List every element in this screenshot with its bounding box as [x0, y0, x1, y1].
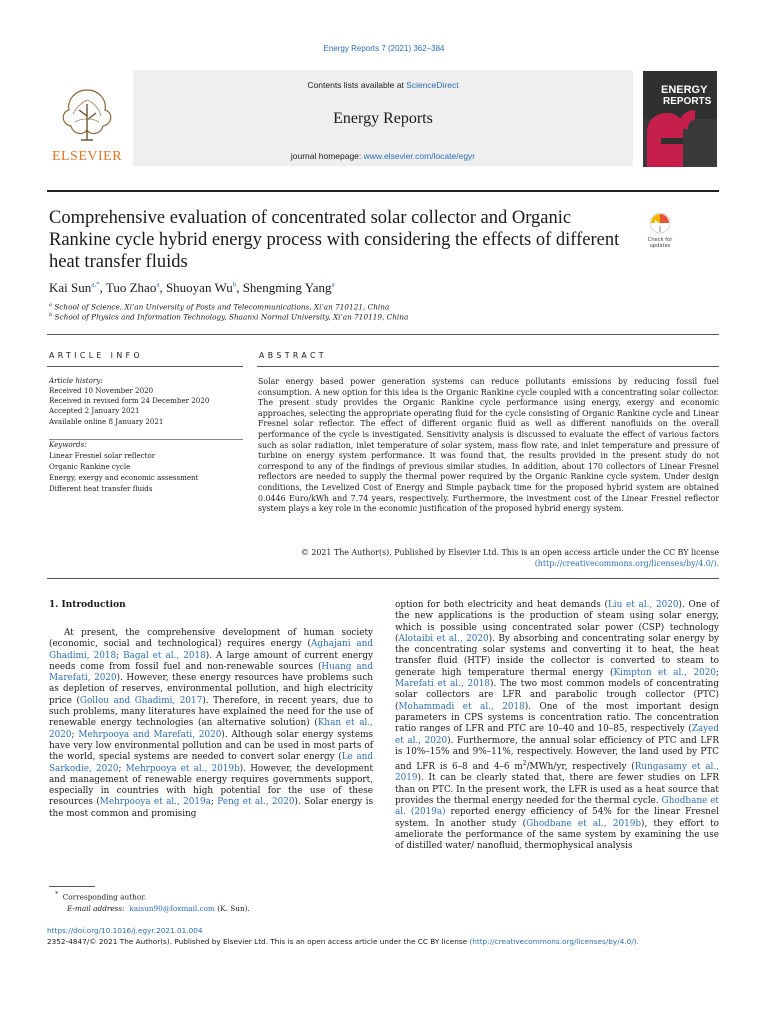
citation-link[interactable]: Alotaibi et al., 2020 [398, 633, 489, 644]
history-item: Received in revised form 24 December 2020 [49, 396, 210, 405]
citation-link[interactable]: Bagal et al., 2018 [123, 650, 206, 661]
abstract-text: Solar energy based power generation systems can reduce pollutants emissions by reducing fossil fuel consumption. A new option for this idea is the Organic Rankine cycle coupled with a concentrating solar collector. The present study provides the Organic Rankine cycle performance using energy, exergy and economic approaches, selecting the appropriate operating fluid for the cycle consisting of Organic Rankine cycle and Linear Fresnel solar reflector. The effect of different organic fluid as well as different nanofluids on the overall performance of the cycle is investigated. Sensitivity analysis is discussed to evaluate the effect of various factors such as solar radiation, inlet temperature of solar system, mass flow rate, and inlet temperature and pressure of turbine on energy system performance. It was found that, the results provided in the present study do not correspond to any of the findings of previous similar studies. In addition, about 170 collectors of Linear Fresnel reflectors are needed to supply the thermal power required by the Organic Rankine cycle system. Under design conditions, the Levelized Cost of Energy and Simple payback time for the proposed hybrid system are obtained 0.0446 Euro/kWh and 7.74 years, respectively. Furthermore, the investment cost of the Linear Fresnel reflector system plays a key role in the economic justification of the proposed hybrid energy system. [258, 377, 719, 514]
section-heading-introduction: 1. Introduction [49, 600, 126, 610]
article-info-rule [47, 366, 243, 367]
affiliation-text: School of Science, Xi’an University of Posts and Telecommunications, Xi’an 710121, China [54, 302, 390, 312]
affiliation-text: School of Physics and Information Technology, Shaanxi Normal University, Xi’an 710119, China [54, 312, 409, 322]
footnote-email [67, 904, 250, 913]
article-history-label: Article history: [49, 376, 103, 385]
citation-link[interactable]: Kimpton et al., 2020 [613, 667, 717, 678]
journal-name: Energy Reports [333, 110, 433, 127]
citation-link[interactable]: Mohammadi et al., 2018 [398, 701, 525, 712]
citation-link[interactable]: Ghodbane et al., 2019b [526, 818, 642, 829]
footer-license-link[interactable]: (http://creativecommons.org/licenses/by/4.0/). [469, 937, 639, 946]
author-sup: b [232, 280, 237, 289]
citation-link[interactable]: Ghodbane et al. (2019a) [395, 795, 719, 818]
citation-link[interactable]: Marefati et al., 2018 [395, 679, 491, 690]
citation-link[interactable]: Zayed et al., 2020 [395, 724, 719, 746]
keywords-label: Keywords: [49, 440, 87, 449]
check-for-updates-badge[interactable] [642, 210, 678, 250]
journal-reference-link[interactable]: Energy Reports 7 (2021) 362–384 [323, 44, 445, 53]
body-column-left: At present, the comprehensive development of human society (economic, social and technological) requires energy (Aghajani and Ghadimi, 2018; Bagal et al., 2018). A large amount of current energy needs come from fossil fuel and non-renewable sources (Huang and Marefati, 2020). However, these energy resources have problems such as depletion of reserves, environmental pollution, and high electricity price (Gollou and Ghadimi, 2017). Therefore, in recent years, due to such problems, many literatures have explained the need for the use of renewable energy technologies (an alternative solution) (Khan et al., 2020; Mehrpooya and Marefati, 2020). Although solar energy systems have very low environmental pollution and can be used in most parts of the world, special systems are needed to convert solar energy (Le and Sarkodie, 2020; Mehrpooya et al., 2019b). However, the development and management of renewable energy requires governments support, especially in countries with high potential for the use of these resources (Mehrpooya et al., 2019a; Peng et al., 2020). Solar energy is the most common and promising [49, 628, 374, 819]
check-updates-text-1: Check for [647, 237, 673, 243]
author-name[interactable]: Tuo Zhao [105, 280, 157, 295]
keyword-item: Energy, exergy and economic assessment [49, 473, 199, 482]
email-label: E-mail address: [67, 904, 125, 913]
author-sup: a [156, 280, 160, 289]
article-info-heading: ARTICLE INFO [49, 351, 143, 360]
homepage-line [133, 151, 633, 161]
citation-link[interactable]: Aghajani and Ghadimi, 2018 [49, 639, 374, 661]
citation-link[interactable]: Khan et al., 2020 [49, 718, 373, 740]
history-item: Available online 8 January 2021 [49, 417, 164, 426]
citation-link[interactable]: Mehrpooya et al., 2019a [99, 797, 211, 808]
author-sup: a,* [91, 280, 100, 289]
author-name[interactable]: Shengming Yang [242, 280, 332, 295]
contents-line [133, 80, 633, 90]
issn-text: 2352-4847/© 2021 The Author(s). Published by Elsevier Ltd. This is an open access article under the CC BY license [47, 937, 470, 946]
license-link[interactable]: (http://creativecommons.org/licenses/by/4.0/). [534, 559, 719, 568]
citation-link[interactable]: Liu et al., 2020 [607, 600, 679, 610]
citation-link[interactable]: Rungasamy et al., 2019 [395, 762, 719, 784]
contents-prefix: Contents lists available at [307, 80, 407, 90]
email-suffix: (K. Sun). [214, 904, 250, 913]
footnote-marker: * [55, 891, 59, 898]
footnote-corresponding [55, 891, 146, 901]
affiliation-sup: b [49, 312, 53, 318]
author-name[interactable]: Kai Sun [49, 280, 92, 295]
article-title: Comprehensive evaluation of concentrated solar collector and Organic Rankine cycle hybrid energy process with considering the effects of different heat transfer fluids [49, 208, 620, 272]
keyword-item: Different heat transfer fluids [49, 484, 153, 493]
journal-homepage-link[interactable]: www.elsevier.com/locate/egyr [363, 151, 476, 161]
elsevier-wordmark: ELSEVIER [51, 149, 123, 164]
elsevier-logo [47, 70, 127, 165]
email-link[interactable]: kaisun90@foxmail.com [129, 904, 215, 913]
journal-cover-thumbnail[interactable] [643, 71, 717, 167]
citation-link[interactable]: Mehrpooya and Marefati, 2020 [78, 729, 222, 740]
citation-link[interactable]: Mehrpooya et al., 2019b [125, 763, 240, 774]
author-name[interactable]: Shuoyan Wu [165, 280, 233, 295]
history-item: Accepted 2 January 2021 [49, 406, 140, 415]
affiliation-a [49, 302, 389, 311]
author-sup: a [331, 280, 335, 289]
citation-link[interactable]: Gollou and Ghadimi, 2017 [79, 695, 203, 706]
cover-title-reports: REPORTS [663, 96, 712, 107]
body-column-right: option for both electricity and heat demands (Liu et al., 2020). One of the new applications is the production of steam using solar energy, which is possible using concentrated solar power (CSP) technology (Alotaibi et al., 2020). By absorbing and concentrating solar energy by the concentrating solar systems and converting it to heat, the heat transfer fluid (HTF) inside the collector is converted to steam to generate high temperature thermal energy (Kimpton et al., 2020; Marefati et al., 2018). The two most common models of concentrating solar collectors are LFR and parabolic trough collector (PTC) (Mohammadi et al., 2018). One of the most important design parameters in CPS systems is concentration ratio. The concentration ratio ranges of LFR and PTC are 10–40 and 10–85, respectively (Zayed et al., 2020). Furthermore, the annual solar efficiency of PTC and LFR is 10%–15% and 9%–11%, respectively. However, the land used by PTC and LFR is 6–8 and 4–6 $m^2/MWh/yr$, respectively (Rungasamy et al., 2019). It can be clearly stated that, there are fewer studies on LFR than on PTC. In the present work, the LFR is used as a heat source that provides the thermal energy needed for the thermal cycle. Ghodbane et al. (2019a) reported energy efficiency of 54% for the linear Fresnel system. In another study (Ghodbane et al., 2019b), they effort to ameliorate the performance of the same system by examining the use of distilled water/ nanofluid, thermophysical analysis [395, 600, 720, 852]
history-item: Received 10 November 2020 [49, 386, 154, 395]
affiliation-sup: a [49, 302, 52, 308]
affiliation-b [49, 312, 408, 321]
keyword-item: Organic Rankine cycle [49, 462, 131, 471]
citation-link[interactable]: Huang and Marefati, 2020 [49, 661, 374, 684]
cover-title-energy: ENERGY [661, 84, 708, 96]
affiliation-rule [47, 334, 719, 335]
author-list: Kai Sun$^{a,*}$, Tuo Zhao$^a$, Shuoyan Wu$^b$, Shengming Yang$^a$ [49, 280, 335, 295]
abstract-rule [257, 366, 719, 367]
header-rule [47, 190, 719, 192]
corresponding-author-label: Corresponding author. [62, 892, 147, 902]
check-updates-icon [660, 214, 669, 223]
copyright-line: © 2021 The Author(s). Published by Elsevier Ltd. This is an open access article under the CC BY license [300, 548, 719, 557]
citation-link[interactable]: Peng et al., 2020 [217, 797, 295, 808]
abstract-end-rule [47, 578, 719, 579]
doi-link[interactable]: https://doi.org/10.1016/j.egyr.2021.01.004 [47, 926, 203, 935]
abstract-heading: ABSTRACT [259, 351, 327, 360]
keyword-item: Linear Fresnel solar reflector [49, 451, 156, 460]
issn-line [47, 937, 639, 946]
citation-link[interactable]: Le and Sarkodie, 2020 [49, 752, 373, 774]
check-updates-text-2: updates [649, 243, 671, 249]
homepage-prefix: journal homepage: [290, 151, 364, 161]
footnote-rule [49, 886, 95, 887]
sciencedirect-link[interactable]: ScienceDirect [406, 80, 459, 90]
